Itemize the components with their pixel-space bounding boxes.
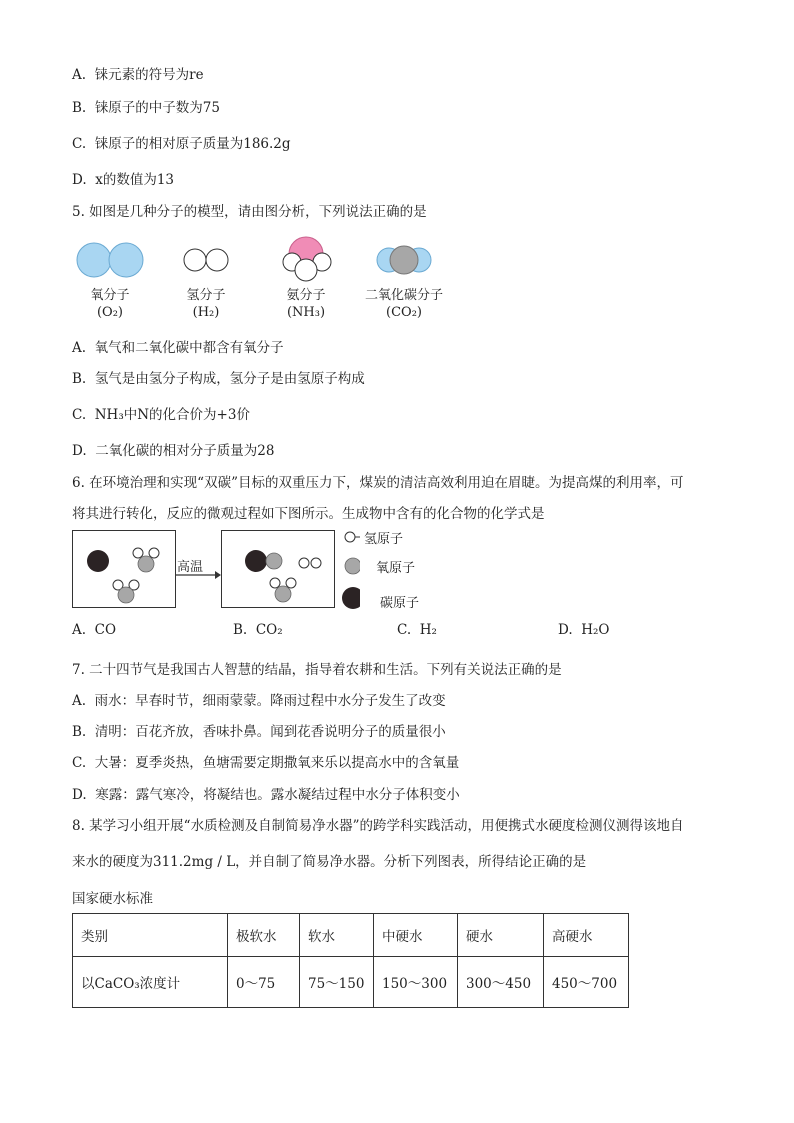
q5-option-c: C. NH₃中N的化合价为+3价 bbox=[72, 407, 250, 423]
q6-stem-line2: 将其进行转化，反应的微观过程如下图所示。生成物中含有的化合物的化学式是 bbox=[72, 506, 545, 522]
q5-option-b: B. 氢气是由氢分子构成，氢分子是由氢原子构成 bbox=[72, 371, 365, 387]
legend-symbols bbox=[340, 528, 360, 612]
table-header-cell: 软水 bbox=[300, 914, 374, 957]
q5-molecule-models bbox=[60, 234, 460, 286]
q7-option-b: B. 清明：百花齐放，香味扑鼻。闻到花香说明分子的质量很小 bbox=[72, 724, 446, 740]
oxygen-molecule-model bbox=[77, 243, 143, 277]
q8-stem-line2: 来水的硬度为311.2mg / L，并自制了简易净水器。分析下列图表，所得结论正确的是 bbox=[72, 854, 587, 870]
q5-option-a: A. 氧气和二氧化碳中都含有氧分子 bbox=[72, 340, 284, 356]
products-particles bbox=[222, 531, 334, 607]
table-cell: 以CaCO₃浓度计 bbox=[73, 957, 228, 1008]
q7-option-d: D. 寒露：露气寒冷，将凝结也。露水凝结过程中水分子体积变小 bbox=[72, 787, 460, 803]
table-header-cell: 极软水 bbox=[228, 914, 300, 957]
table-cell: 450～700 bbox=[544, 957, 629, 1008]
table-header-row bbox=[73, 914, 629, 957]
legend-oxygen: 氧原子 bbox=[376, 561, 416, 576]
q5-stem: 5. 如图是几种分子的模型，请由图分析，下列说法正确的是 bbox=[72, 204, 427, 220]
table-cell: 0～75 bbox=[228, 957, 300, 1008]
reaction-arrow bbox=[175, 570, 221, 580]
q4-option-d: D. x的数值为13 bbox=[72, 172, 175, 188]
oxygen-molecule-label: 氧分子 (O₂) bbox=[90, 288, 130, 320]
q8-stem-line1: 8. 某学习小组开展“水质检测及自制简易净水器”的跨学科实践活动，用便携式水硬度检测仪测得该地自 bbox=[72, 818, 684, 834]
q7-option-c: C. 大暑：夏季炎热，鱼塘需要定期撒氧来乐以提高水中的含氧量 bbox=[72, 755, 460, 771]
q6-option-a: A. CO bbox=[72, 622, 117, 638]
table-cell: 75～150 bbox=[300, 957, 374, 1008]
legend-hydrogen: 氢原子 bbox=[364, 532, 404, 547]
carbon-dioxide-molecule-model bbox=[377, 246, 431, 274]
q5-option-d: D. 二氧化碳的相对分子质量为28 bbox=[72, 443, 275, 459]
table-header-cell: 硬水 bbox=[458, 914, 544, 957]
q7-stem: 7. 二十四节气是我国古人智慧的结晶，指导着农耕和生活。下列有关说法正确的是 bbox=[72, 662, 562, 678]
legend-carbon: 碳原子 bbox=[380, 596, 420, 611]
table-header-cell: 中硬水 bbox=[374, 914, 458, 957]
q6-stem-line1: 6. 在环境治理和实现“双碳”目标的双重压力下，煤炭的清洁高效利用迫在眉睫。为提高煤的利用率，可 bbox=[72, 475, 684, 491]
hydrogen-molecule-label: 氢分子 (H₂) bbox=[186, 288, 226, 320]
products-box bbox=[221, 530, 335, 608]
hydrogen-molecule-model bbox=[184, 249, 228, 271]
ammonia-molecule-label: 氨分子 (NH₃) bbox=[286, 288, 326, 320]
reactants-particles bbox=[73, 531, 175, 607]
arrow-label: 高温 bbox=[177, 560, 204, 575]
q6-option-d: D. H₂O bbox=[558, 622, 610, 638]
ammonia-molecule-model bbox=[283, 237, 331, 281]
reactants-box bbox=[72, 530, 176, 608]
table-header-cell: 类别 bbox=[73, 914, 228, 957]
q4-option-c: C. 铼原子的相对原子质量为186.2g bbox=[72, 136, 291, 152]
co2-molecule-label: 二氧化碳分子 (CO₂) bbox=[364, 288, 443, 320]
hardness-standard-table bbox=[72, 913, 629, 1008]
q6-option-b: B. CO₂ bbox=[233, 622, 283, 638]
q7-option-a: A. 雨水：早春时节，细雨蒙蒙。降雨过程中水分子发生了改变 bbox=[72, 693, 446, 709]
table-cell: 300～450 bbox=[458, 957, 544, 1008]
q6-option-c: C. H₂ bbox=[397, 622, 437, 638]
table-header-cell: 高硬水 bbox=[544, 914, 629, 957]
table-row bbox=[73, 957, 629, 1008]
table-title: 国家硬水标准 bbox=[72, 891, 153, 907]
q4-option-b: B. 铼原子的中子数为75 bbox=[72, 100, 220, 116]
table-cell: 150～300 bbox=[374, 957, 458, 1008]
q4-option-a: A. 铼元素的符号为re bbox=[72, 67, 204, 83]
